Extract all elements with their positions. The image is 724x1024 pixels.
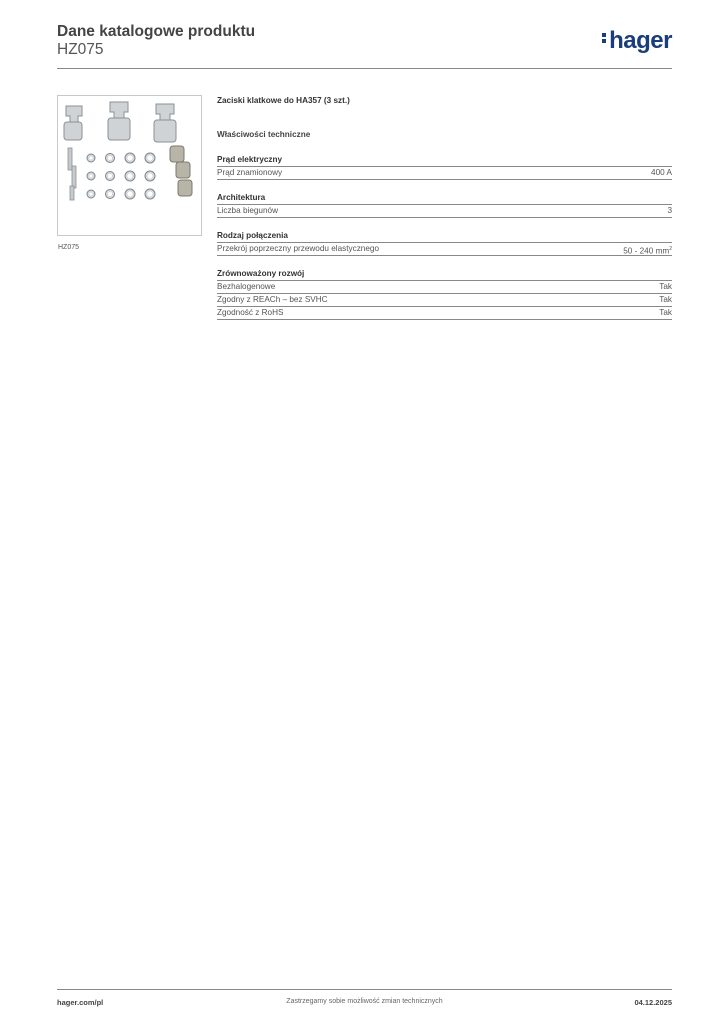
spec-label: Liczba biegunów	[217, 206, 278, 215]
header-divider	[57, 68, 672, 69]
spec-label: Przekrój poprzeczny przewodu elastycznego	[217, 244, 380, 253]
spec-row	[217, 307, 672, 320]
spec-value: 50 - 240 $mm^2$	[623, 246, 672, 256]
spec-row	[217, 243, 672, 256]
footer-date: 04.12.2025	[634, 998, 672, 1007]
page-header	[57, 22, 672, 59]
product-image	[57, 95, 202, 236]
product-name: Zaciski klatkowe do HA357 (3 szt.)	[217, 96, 350, 105]
spec-label: Zgodny z REACh – bez SVHC	[217, 295, 328, 304]
group-title: Zrównoważony rozwój	[217, 269, 672, 281]
spec-row	[217, 167, 672, 180]
image-caption: HZ075	[58, 244, 80, 251]
spec-row	[217, 294, 672, 307]
hager-logo: hager	[602, 27, 672, 55]
group-title: Prąd elektryczny	[217, 155, 672, 167]
footer-website-link[interactable]: hager.com/pl	[57, 998, 104, 1007]
spec-value: Tak	[659, 295, 672, 304]
spec-content	[217, 96, 672, 320]
spec-label: Zgodność z RoHS	[217, 308, 284, 317]
spec-value: 3	[667, 206, 672, 215]
spec-value: Tak	[659, 282, 672, 291]
product-code: HZ075	[57, 41, 104, 58]
spec-value: Tak	[659, 308, 672, 317]
footer-notice: Zastrzegamy sobie możliwość zmian technicznych	[286, 998, 443, 1005]
group-title: Architektura	[217, 193, 672, 205]
spec-label: Prąd znamionowy	[217, 168, 283, 177]
group-title: Rodzaj połączenia	[217, 231, 672, 243]
spec-value: 400 A	[651, 168, 672, 177]
section-title: Właściwości techniczne	[217, 130, 311, 139]
footer-divider	[57, 989, 672, 990]
page-title: Dane katalogowe produktu	[57, 23, 256, 40]
spec-label: Bezhalogenowe	[217, 282, 276, 291]
spec-row	[217, 205, 672, 218]
spec-row	[217, 281, 672, 294]
